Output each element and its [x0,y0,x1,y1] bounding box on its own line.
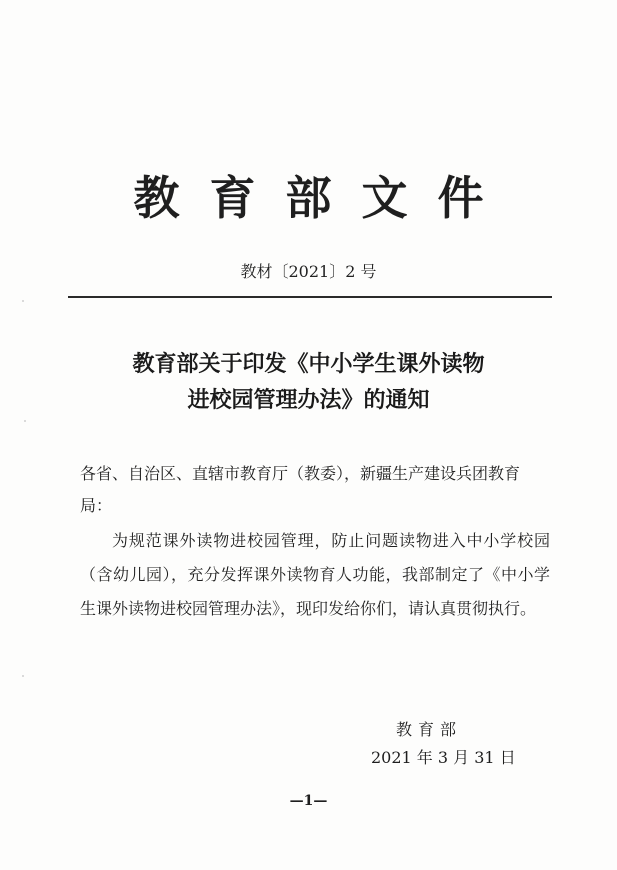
signer-name: 教育部 [396,720,463,739]
document-header-title: 教育部文件 [133,171,514,225]
recipient-line: 各省、自治区、直辖市教育厅（教委），新疆生产建设兵团教育局： [80,464,521,515]
notice-title-line-1: 教育部关于印发《中小学生课外读物 [132,351,485,377]
page-number: —1— [289,793,328,809]
notice-title [0,346,617,418]
signature-date: 2021 年 3 月 31 日 [371,748,516,767]
scan-speck [22,300,24,302]
document-number: 教材〔2021〕2 号 [240,262,377,281]
notice-title-line-2: 进校园管理办法》的通知 [187,387,430,413]
scan-speck [24,420,26,422]
body-paragraph: 为规范课外读物进校园管理，防止问题读物进入中小学校园（含幼儿园），充分发挥课外读物育人功能，我部制定了《中小学生课外读物进校园管理办法》，现印发给你们，请认真贯彻执行。 [80,531,550,618]
header-divider [68,296,552,298]
scan-speck [22,675,24,677]
